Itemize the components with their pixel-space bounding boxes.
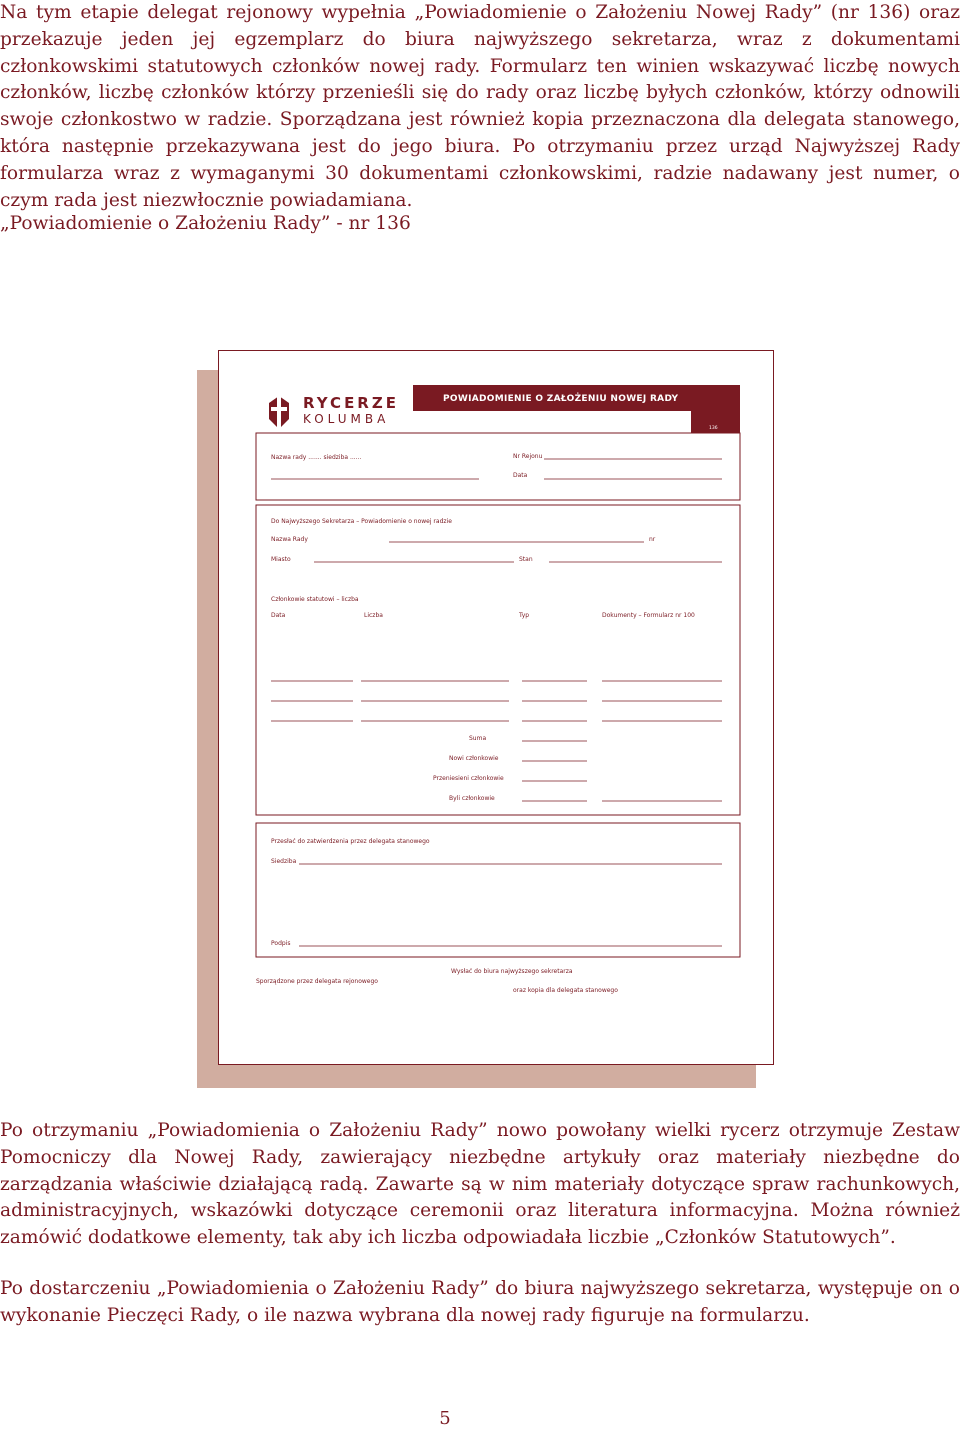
svg-text:Byli członkowie: Byli członkowie xyxy=(449,795,495,802)
page-number: 5 xyxy=(439,1408,451,1429)
form-number: 136 xyxy=(709,426,718,431)
col-count: Liczba xyxy=(364,612,383,619)
svg-text:Wysłać do biura najwyższego se: Wysłać do biura najwyższego sekretarza xyxy=(451,968,573,975)
closing-paragraph: Po dostarczeniu „Powiadomienia o Założeniu Rady” do biura najwyższego sekretarza, występuje on o wykonanie Pieczęci Rady, o ile nazwa wybrana dla nowej rady figuruje na formularzu. xyxy=(0,1278,960,1326)
svg-text:Sporządzone przez delegata rej: Sporządzone przez delegata rejonowego xyxy=(256,978,378,985)
svg-text:nr: nr xyxy=(649,536,656,543)
form-caption: „Powiadomienie o Założeniu Rady” - nr 136 xyxy=(0,213,411,234)
field-seat: Siedziba xyxy=(271,858,297,865)
svg-text:Przesłać do zatwierdzenia prze: Przesłać do zatwierdzenia przez delegata stanowego xyxy=(271,838,430,845)
brand-line1: RYCERZE xyxy=(303,394,399,412)
col-date: Data xyxy=(271,612,286,619)
after-form-paragraph: Po otrzymaniu „Powiadomienia o Założeniu Rady” nowo powołany wielki rycerz otrzymuje Zestaw Pomocniczy dla Nowej Rady, zawierający niezbędne artykuły oraz materiały niezbędne do zarządzania właściwie działającą radą. Zawarte są w nim materiały dotyczące spraw rachunkowych, administracyjnych, wskazówki dotyczące ceremonii oraz literatura informacyjna. Można również zamówić dodatkowe elementy, tak aby ich liczba odpowiadała liczbie „Członków Statutowych”. xyxy=(0,1120,960,1249)
knights-emblem-icon xyxy=(269,393,289,433)
svg-text:Członkowie statutowi – liczba: Członkowie statutowi – liczba xyxy=(271,596,359,603)
svg-text:Do Najwyższego Sekretarza – Po: Do Najwyższego Sekretarza – Powiadomienie o nowej radzie xyxy=(271,518,452,525)
svg-text:Stan: Stan xyxy=(519,556,533,563)
svg-text:Nowi członkowie: Nowi członkowie xyxy=(449,755,499,762)
intro-paragraph: Na tym etapie delegat rejonowy wypełnia „Powiadomienie o Założeniu Nowej Rady” (nr 136) oraz przekazuje jeden jej egzemplarz do biura najwyższego sekretarza, wraz z dokumentami członkowskimi statutowych członków nowej rady. Formularz ten winien wskazywać liczbę nowych członków, liczbę członków którzy przenieśli się do rady oraz liczbę byłych członków, którzy odnowili swoje członkostwo w radzie. Sporządzana jest również kopia przeznaczona dla delegata stanowego, która następnie przekazywana jest do jego biura. Po otrzymaniu przez urząd Najwyższej Rady formularza wraz z wymaganymi 30 dokumentami członkowskimi, radzie nadawany jest numer, o czym rada jest niezwłocznie powiadamiana. xyxy=(0,2,960,211)
form-illustration xyxy=(218,350,774,1065)
form-title: POWIADOMIENIE O ZAŁOŻENIU NOWEJ RADY xyxy=(443,394,679,404)
svg-text:Typ: Typ xyxy=(519,612,530,619)
field-date: Data xyxy=(513,472,528,479)
brand-line2: KOLUMBA xyxy=(303,412,390,426)
field-district: Nr Rejonu xyxy=(513,453,543,460)
field-city: Miasto xyxy=(271,556,291,563)
svg-text:oraz kopia dla delegata stanow: oraz kopia dla delegata stanowego xyxy=(513,987,618,994)
svg-text:Nazwa rady ....... siedziba ..: Nazwa rady ....... siedziba ...... xyxy=(271,454,362,461)
svg-text:Dokumenty – Formularz nr 100: Dokumenty – Formularz nr 100 xyxy=(602,612,695,619)
svg-text:Przeniesieni członkowie: Przeniesieni członkowie xyxy=(433,775,504,782)
field-signature: Podpis xyxy=(271,940,291,947)
col-total: Suma xyxy=(469,735,487,742)
field-council-name: Nazwa Rady xyxy=(271,536,308,543)
